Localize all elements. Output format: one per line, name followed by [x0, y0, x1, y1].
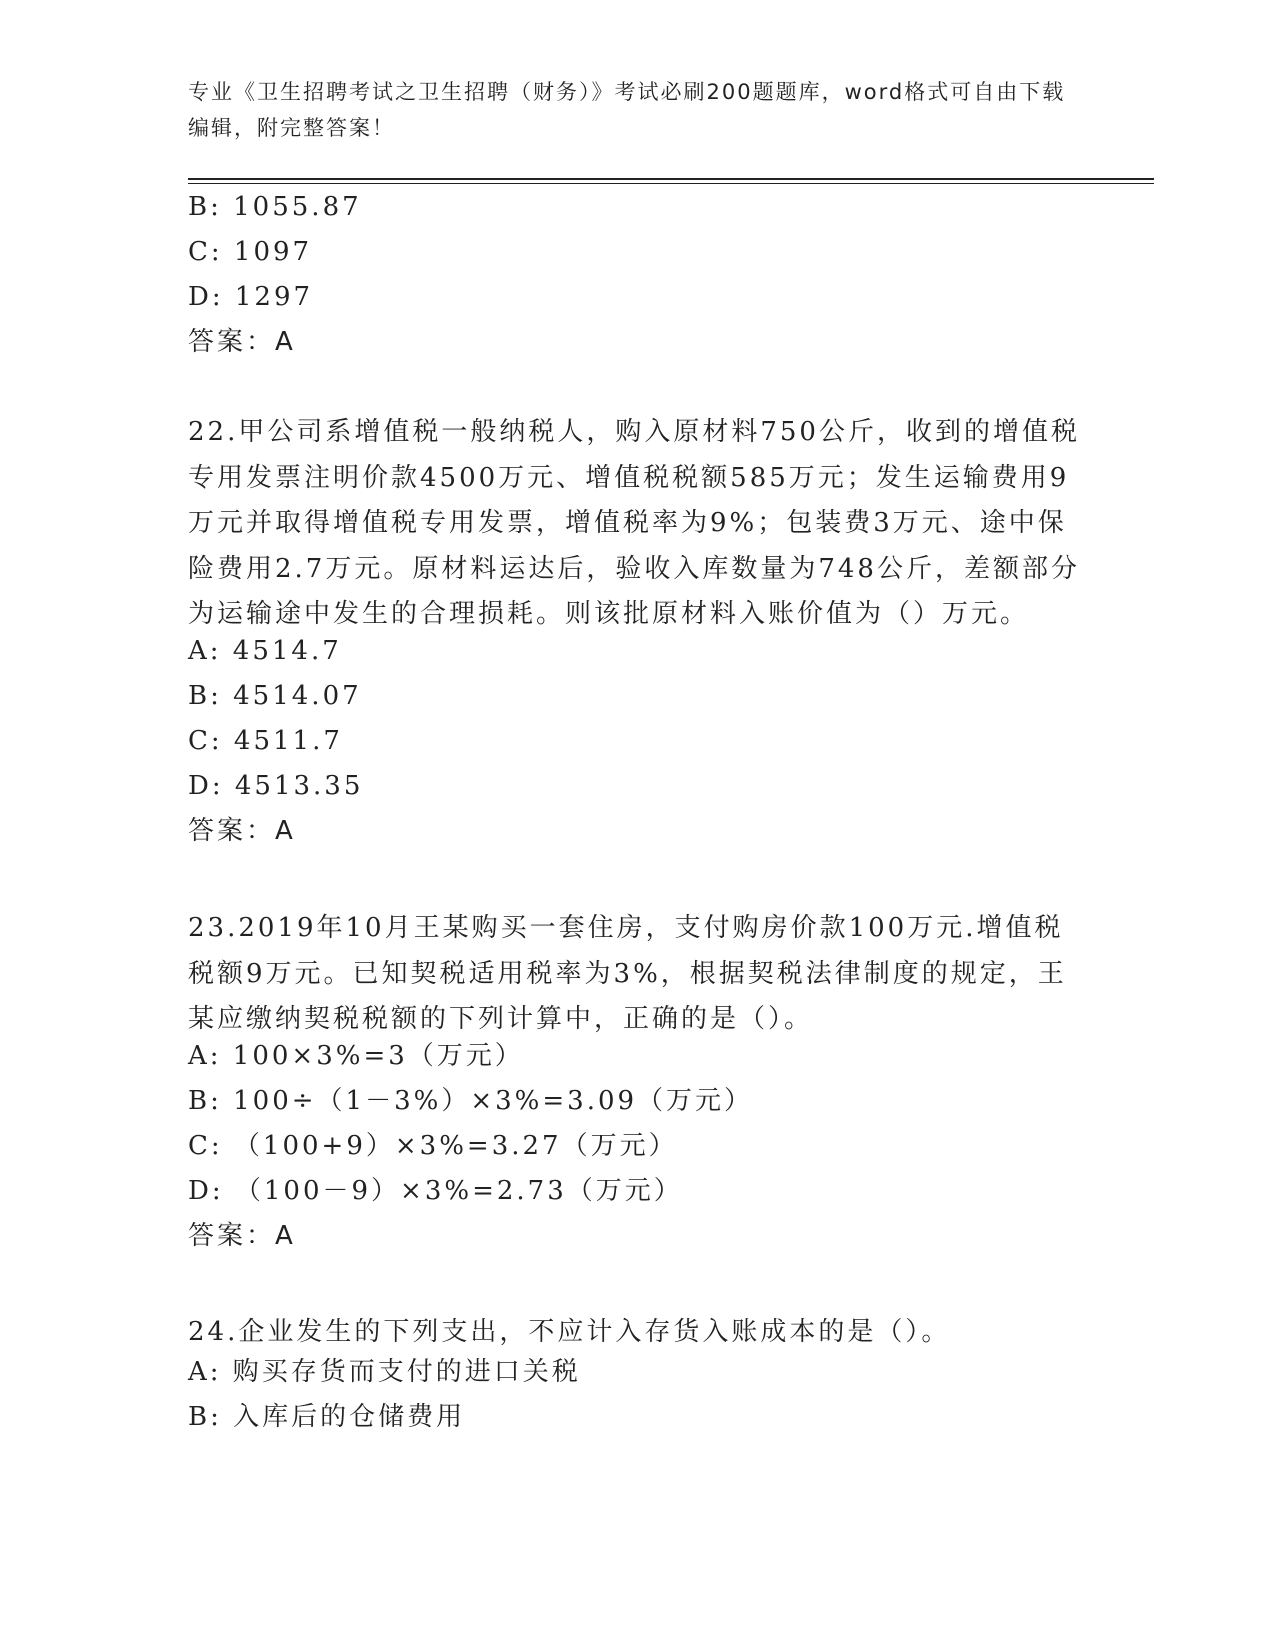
header-rule-thin	[188, 183, 1154, 184]
q23-text: 23.2019年10月王某购买一套住房，支付购房价款100万元.增值税税额9万元。已知契税适用税率为3%，根据契税法律制度的规定，王某应缴纳契税税额的下列计算中，正确的是（）。	[188, 913, 1067, 1034]
q22-text: 22.甲公司系增值税一般纳税人，购入原材料750公斤，收到的增值税专用发票注明价款4500万元、增值税税额585万元；发生运输费用9万元并取得增值税专用发票，增值税率为9%；包装费3万元、途中保险费用2.7万元。原材料运达后，验收入库数量为748公斤，差额部分为运输途中发生的合理损耗。则该批原材料入账价值为（）万元。	[188, 417, 1080, 629]
q24-option-a: A: 购买存货而支付的进口关税	[188, 1357, 581, 1387]
q23-option-d: D: （100－9）×3%=2.73（万元）	[188, 1176, 683, 1206]
q22-option-d: D: 4513.35	[188, 771, 364, 801]
q24-option-b: B: 入库后的仓储费用	[188, 1402, 466, 1432]
prev-option-c: C: 1097	[188, 237, 313, 267]
document-header: 专业《卫生招聘考试之卫生招聘（财务）》考试必刷200题题库，word格式可自由下载编辑，附完整答案！	[188, 80, 1066, 140]
prev-answer: 答案：A	[188, 327, 296, 357]
q22-answer: 答案：A	[188, 816, 296, 846]
q23-answer: 答案：A	[188, 1221, 296, 1251]
prev-option-d: D: 1297	[188, 282, 314, 312]
q23-option-c: C: （100+9）×3%=3.27（万元）	[188, 1131, 678, 1161]
q23-option-a: A: 100×3%=3（万元）	[188, 1041, 524, 1071]
q22-option-a: A: 4514.7	[188, 636, 342, 666]
q22-option-c: C: 4511.7	[188, 726, 343, 756]
header-rule-thick	[188, 178, 1154, 180]
prev-option-b: B: 1055.87	[188, 192, 362, 222]
q24-text: 24.企业发生的下列支出，不应计入存货入账成本的是（）。	[188, 1317, 951, 1347]
q23-option-b: B: 100÷（1－3%）×3%=3.09（万元）	[188, 1086, 754, 1116]
q22-option-b: B: 4514.07	[188, 681, 362, 711]
